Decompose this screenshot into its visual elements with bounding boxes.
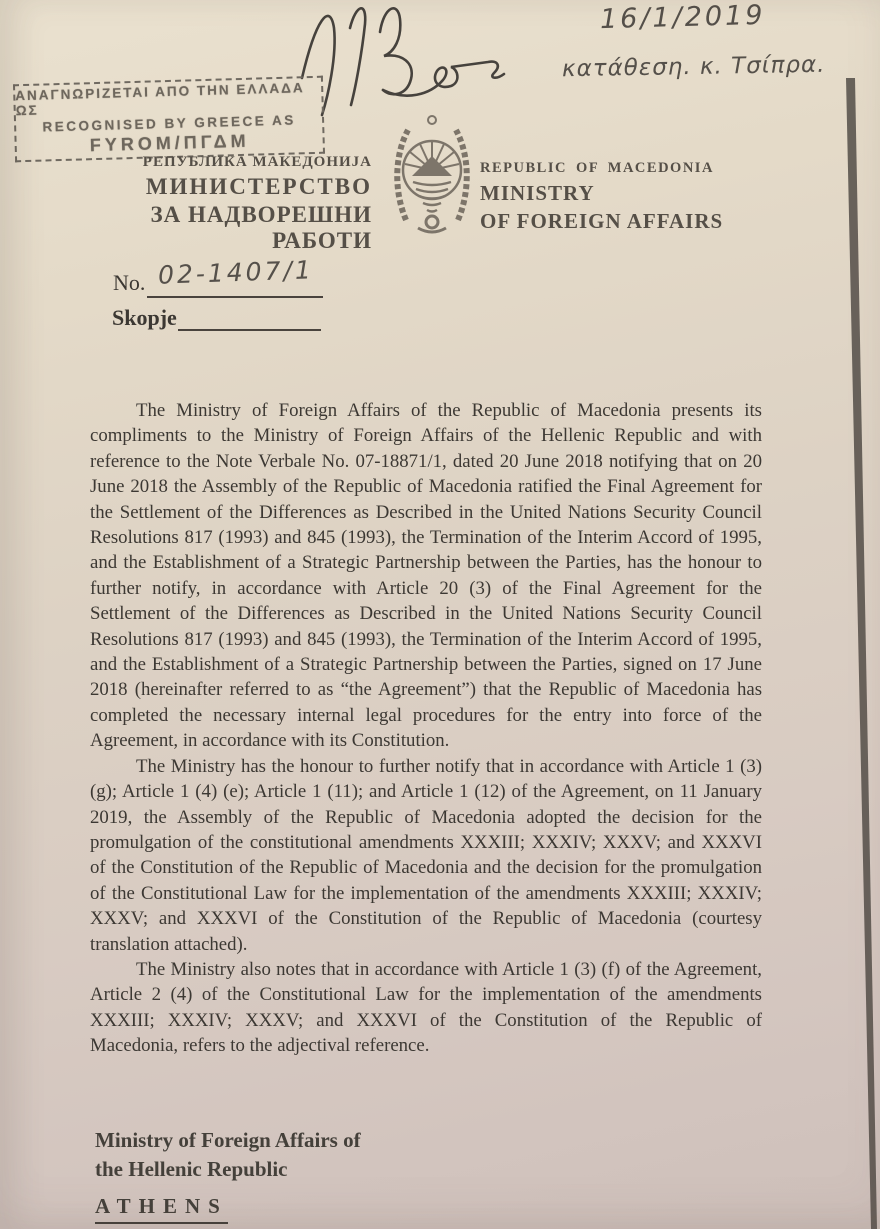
letterhead-en-republic: REPUBLIC OF MACEDONIA (480, 160, 714, 176)
body-paragraph-3: The Ministry also notes that in accordance with Article 1 (3) (f) of the Agreement, Article 2 (4) of the Constitutional Law for the implementation of the amendments XXXIII; XXXIV; XXXV; and XXXVI of the Constitution of the Republic of Macedonia, refers to the adjectival reference. (90, 958, 762, 1057)
letterhead-english (480, 160, 723, 234)
note-body (90, 398, 762, 1059)
letterhead-en-ministry: MINISTRY (480, 181, 595, 205)
body-paragraph-1: The Ministry of Foreign Affairs of the Republic of Macedonia presents its compliments to the Ministry of Foreign Affairs of the Hellenic Republic and with reference to the Note Verbale No. 07-18871/1, dated 20 June 2018 notifying that on 20 June 2018 the Assembly of the Republic of Macedonia ratified the Final Agreement for the Settlement of the Differences as Described in the United Nations Security Council Resolutions 817 (1993) and 845 (1993), the Termination of the Interim Accord of 1995, and the Establishment of a Strategic Partnership between the Parties, has the honour to further notify, in accordance with Article 20 (3) of the Final Agreement for the Settlement of the Differences as Described in the United Nations Security Council Resolutions 817 (1993) and 845 (1993), the Termination of the Interim Accord of 1995, and the Establishment of a Strategic Partnership between the Parties, signed on 17 June 2018 (hereinafter referred to as “the Agreement”) that the Republic of Macedonia has completed the necessary internal legal procedures for the entry into force of the Agreement, in accordance with its Constitution. (90, 400, 762, 752)
reference-no-value: 02-1407/1 (157, 255, 315, 290)
body-paragraph-2: The Ministry has the honour to further notify that in accordance with Article 1 (3) (g); Article 1 (4) (e); Article 1 (11); and Article 1 (12) of the Agreement, on 11 January 2019, the Assembly of the Republic of Macedonia adopted the decision for the promulgation of the constitutional amendments XXXIII; XXXIV; XXXV; and XXXVI of the Constitution of the Republic of Macedonia and the decision for the promulgation of the Constitutional Law for the implementation of the amendments XXXIII; XXXIV; XXXV; and XXXVI of the Constitution of the Republic of Macedonia (courtesy translation attached). (90, 755, 762, 955)
stamp-line-greek: ΑΝΑΓΝΩΡΙΖΕΤΑΙ ΑΠΟ ΤΗΝ ΕΛΛΑΔΑ ΩΣ (15, 80, 305, 119)
coat-of-arms-icon (392, 112, 472, 240)
stamp-line-acronym: FYROM/ΠΓΔΜ (89, 130, 250, 156)
letterhead-mk-republic: РЕПУБЛИКА МАКЕДОНИЈА (142, 154, 372, 170)
handwritten-date: 16/1/2019 (599, 0, 766, 36)
reference-no-label: No. (113, 270, 146, 295)
letterhead-en-foreign-affairs: OF FOREIGN AFFAIRS (480, 209, 724, 233)
reference-no-underline (147, 296, 323, 298)
addressee-line-2: the Hellenic Republic (95, 1157, 288, 1181)
addressee-block (95, 1126, 361, 1184)
addressee-line-1: Ministry of Foreign Affairs of (95, 1128, 361, 1152)
letterhead-mk-foreign-affairs: ЗА НАДВОРЕШНИ РАБОТИ (150, 202, 372, 253)
addressee-city: ATHENS (95, 1194, 228, 1224)
place-underline (178, 329, 321, 331)
place-label: Skopje (112, 305, 177, 330)
letterhead-macedonian (60, 154, 372, 254)
recognition-stamp (13, 76, 325, 163)
stamp-line-english: RECOGNISED BY GREECE AS (42, 112, 296, 135)
handwritten-filing-note: κατάθεση. κ. Τσίπρα. (561, 51, 826, 83)
letterhead-mk-ministry: МИНИСТЕРСТВО (145, 174, 372, 199)
